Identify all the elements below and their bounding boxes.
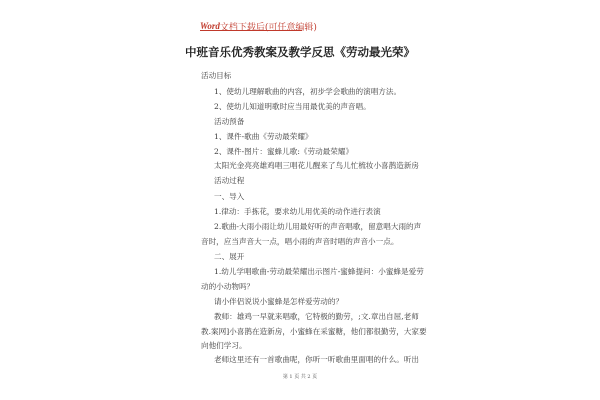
expand-item-1: 1.幼儿学唱歌曲-劳动最荣耀出示图片-蜜蜂提问：小蜜蜂是爱劳 — [214, 267, 424, 276]
intro-item-2: 2.歌曲-大雨小雨让幼儿用最好听的声音唱歌，留意唱大雨的声 — [214, 222, 422, 231]
expand-question: 请小伴侣说说小蜜蜂是怎样爱劳动的？ — [214, 297, 344, 306]
intro-item-2-cont: 音时，应当声音大一点，唱小雨的声音时唱的声音小一点。 — [201, 237, 399, 246]
lyrics-line: 太阳光金亮亮雄鸡唱三唱花儿醒来了鸟儿忙梳妆小喜鹊造新房 — [214, 161, 420, 170]
teacher-line-2: 教.案网]小喜鹊在造新房，小蜜蜂在采蜜糖，他们都很勤劳，大家要 — [201, 327, 427, 336]
banner-brand: Word — [200, 21, 220, 31]
preparation-2: 2、课件-图片：蜜蜂儿歌:《劳动最荣耀》 — [214, 147, 354, 156]
section-heading-process: 活动过程 — [214, 176, 245, 185]
objective-1: 1、使幼儿理解歌曲的内容，初步学会歌曲的演唱方法。 — [214, 87, 402, 96]
teacher-line-3: 向他们学习。 — [201, 341, 247, 350]
banner-underline — [200, 30, 302, 31]
banner-text: 文档下载后(可任意编辑) — [219, 22, 317, 33]
document-title: 中班音乐优秀教案及教学反思《劳动最光荣》 — [185, 45, 415, 59]
objective-2: 2、使幼儿知道明歌时应当用最优美的声音唱。 — [214, 102, 371, 111]
teacher-line-1: 教师：雄鸡一早就来唱歌，它特极的勤劳，;文.章出自屈,老师 — [214, 312, 419, 321]
page-number: 第 1 页 共 2 页 — [282, 374, 318, 380]
step-heading-expand: 二、展开 — [214, 252, 245, 261]
section-heading-objectives: 活动目标 — [201, 71, 232, 80]
preparation-1: 1、课件-歌曲《劳动最荣耀》 — [214, 132, 313, 141]
intro-item-1: 1.律动：手拣花，要求幼儿用优美的动作进行表演 — [214, 207, 381, 216]
step-heading-intro: 一、导入 — [214, 192, 245, 201]
section-heading-preparation: 活动预备 — [214, 117, 245, 126]
teacher-line-4: 老师这里还有一首歌曲呢，你听一听歌曲里面唱的什么。听出 — [214, 355, 420, 364]
expand-item-1-cont: 动的小动物吗？ — [201, 282, 255, 291]
